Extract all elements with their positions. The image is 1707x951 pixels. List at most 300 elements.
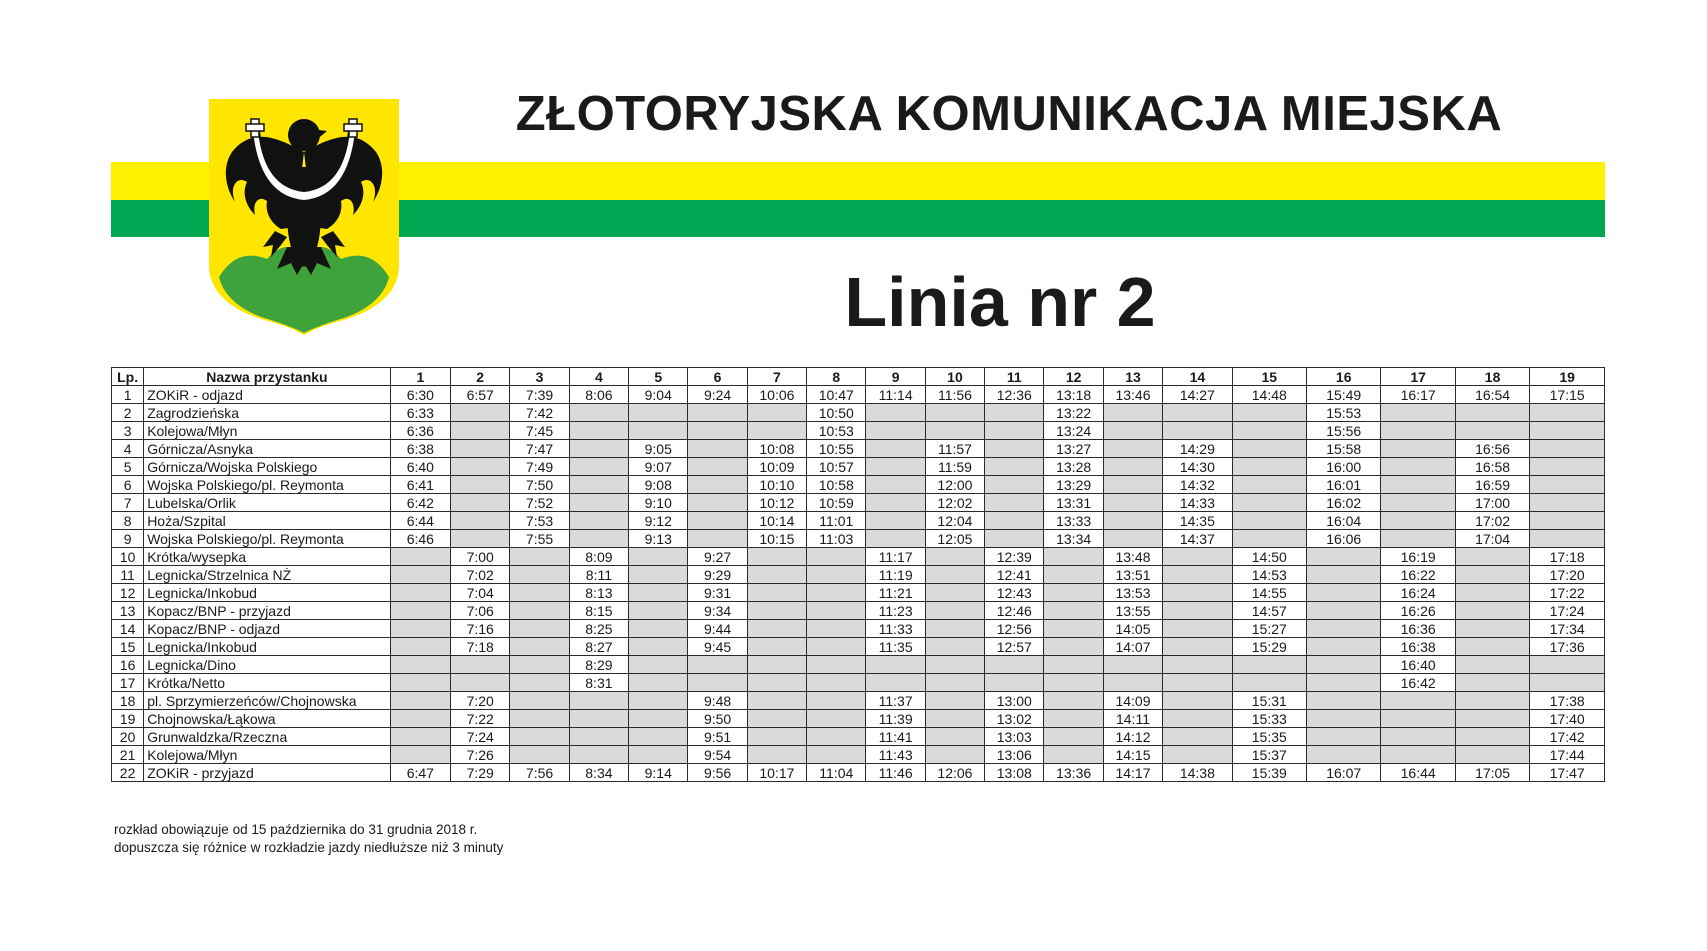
empty-time-cell [1163, 620, 1232, 638]
stop-name: Kopacz/BNP - odjazd [144, 620, 390, 638]
stop-name: ZOKiR - odjazd [144, 386, 390, 404]
empty-time-cell [1103, 512, 1162, 530]
departure-time: 10:58 [807, 476, 866, 494]
empty-time-cell [510, 602, 569, 620]
empty-time-cell [1530, 512, 1605, 530]
empty-time-cell [1381, 530, 1455, 548]
departure-time: 11:35 [866, 638, 925, 656]
empty-time-cell [629, 404, 688, 422]
departure-time: 13:08 [985, 764, 1044, 782]
row-number: 16 [112, 656, 144, 674]
departure-time: 17:00 [1455, 494, 1529, 512]
departure-time: 8:11 [569, 566, 628, 584]
departure-time: 8:09 [569, 548, 628, 566]
departure-time: 14:53 [1232, 566, 1306, 584]
empty-time-cell [451, 656, 510, 674]
header-course-13: 13 [1103, 368, 1162, 386]
empty-time-cell [1232, 476, 1306, 494]
empty-time-cell [1530, 404, 1605, 422]
empty-time-cell [1455, 422, 1529, 440]
departure-time: 17:38 [1530, 692, 1605, 710]
empty-time-cell [747, 584, 806, 602]
empty-time-cell [1381, 404, 1455, 422]
departure-time: 7:42 [510, 404, 569, 422]
stop-name: ZOKiR - przyjazd [144, 764, 390, 782]
empty-time-cell [866, 440, 925, 458]
departure-time: 13:18 [1044, 386, 1103, 404]
row-number: 1 [112, 386, 144, 404]
departure-time: 14:27 [1163, 386, 1232, 404]
departure-time: 8:06 [569, 386, 628, 404]
departure-time: 14:11 [1103, 710, 1162, 728]
empty-time-cell [390, 746, 450, 764]
empty-time-cell [807, 584, 866, 602]
empty-time-cell [1455, 620, 1529, 638]
stop-name: Zagrodzieńska [144, 404, 390, 422]
departure-time: 6:57 [451, 386, 510, 404]
empty-time-cell [1103, 476, 1162, 494]
empty-time-cell [1381, 476, 1455, 494]
empty-time-cell [1232, 440, 1306, 458]
departure-time: 17:40 [1530, 710, 1605, 728]
departure-time: 11:03 [807, 530, 866, 548]
empty-time-cell [629, 638, 688, 656]
empty-time-cell [569, 710, 628, 728]
departure-time: 16:24 [1381, 584, 1455, 602]
departure-time: 9:08 [629, 476, 688, 494]
table-row [112, 530, 1605, 548]
empty-time-cell [1455, 602, 1529, 620]
empty-time-cell [1163, 746, 1232, 764]
empty-time-cell [510, 656, 569, 674]
empty-time-cell [390, 620, 450, 638]
departure-time: 7:55 [510, 530, 569, 548]
company-title: ZŁOTORYJSKA KOMUNIKACJA MIEJSKA [515, 87, 1503, 141]
empty-time-cell [1044, 548, 1103, 566]
empty-time-cell [390, 638, 450, 656]
stop-name: Kopacz/BNP - przyjazd [144, 602, 390, 620]
empty-time-cell [390, 692, 450, 710]
departure-time: 9:56 [688, 764, 747, 782]
header-lp: Lp. [112, 368, 144, 386]
stop-name: Górnicza/Asnyka [144, 440, 390, 458]
stop-name: Hoża/Szpital [144, 512, 390, 530]
empty-time-cell [451, 530, 510, 548]
empty-time-cell [1530, 494, 1605, 512]
departure-time: 14:32 [1163, 476, 1232, 494]
departure-time: 7:02 [451, 566, 510, 584]
departure-time: 17:05 [1455, 764, 1529, 782]
empty-time-cell [510, 674, 569, 692]
departure-time: 14:37 [1163, 530, 1232, 548]
empty-time-cell [629, 710, 688, 728]
departure-time: 10:53 [807, 422, 866, 440]
empty-time-cell [1530, 530, 1605, 548]
empty-time-cell [747, 692, 806, 710]
header-course-9: 9 [866, 368, 925, 386]
departure-time: 16:22 [1381, 566, 1455, 584]
empty-time-cell [629, 728, 688, 746]
empty-time-cell [1232, 512, 1306, 530]
empty-time-cell [1163, 602, 1232, 620]
empty-time-cell [1044, 584, 1103, 602]
stop-name: Legnicka/Strzelnica NŻ [144, 566, 390, 584]
departure-time: 15:53 [1307, 404, 1381, 422]
empty-time-cell [807, 620, 866, 638]
departure-time: 13:27 [1044, 440, 1103, 458]
empty-time-cell [688, 656, 747, 674]
empty-time-cell [1455, 692, 1529, 710]
empty-time-cell [747, 404, 806, 422]
departure-time: 9:50 [688, 710, 747, 728]
empty-time-cell [629, 584, 688, 602]
empty-time-cell [1455, 674, 1529, 692]
empty-time-cell [390, 656, 450, 674]
empty-time-cell [1530, 674, 1605, 692]
table-row [112, 710, 1605, 728]
departure-time: 10:09 [747, 458, 806, 476]
empty-time-cell [629, 674, 688, 692]
empty-time-cell [1163, 728, 1232, 746]
empty-time-cell [1163, 674, 1232, 692]
header-course-14: 14 [1163, 368, 1232, 386]
departure-time: 11:17 [866, 548, 925, 566]
departure-time: 6:40 [390, 458, 450, 476]
departure-time: 16:56 [1455, 440, 1529, 458]
departure-time: 12:46 [985, 602, 1044, 620]
departure-time: 17:47 [1530, 764, 1605, 782]
empty-time-cell [747, 728, 806, 746]
table-row [112, 764, 1605, 782]
departure-time: 9:13 [629, 530, 688, 548]
empty-time-cell [1044, 656, 1103, 674]
empty-time-cell [925, 656, 984, 674]
departure-time: 6:41 [390, 476, 450, 494]
empty-time-cell [1044, 602, 1103, 620]
departure-time: 11:56 [925, 386, 984, 404]
empty-time-cell [985, 458, 1044, 476]
row-number: 9 [112, 530, 144, 548]
empty-time-cell [1455, 566, 1529, 584]
departure-time: 7:45 [510, 422, 569, 440]
departure-time: 16:44 [1381, 764, 1455, 782]
stop-name: Krótka/Netto [144, 674, 390, 692]
table-row [112, 422, 1605, 440]
departure-time: 7:26 [451, 746, 510, 764]
departure-time: 15:58 [1307, 440, 1381, 458]
row-number: 12 [112, 584, 144, 602]
empty-time-cell [1103, 674, 1162, 692]
departure-time: 8:13 [569, 584, 628, 602]
departure-time: 16:59 [1455, 476, 1529, 494]
empty-time-cell [747, 746, 806, 764]
empty-time-cell [866, 458, 925, 476]
departure-time: 9:31 [688, 584, 747, 602]
departure-time: 8:15 [569, 602, 628, 620]
departure-time: 9:29 [688, 566, 747, 584]
row-number: 2 [112, 404, 144, 422]
departure-time: 7:52 [510, 494, 569, 512]
empty-time-cell [688, 440, 747, 458]
empty-time-cell [629, 746, 688, 764]
empty-time-cell [1455, 404, 1529, 422]
empty-time-cell [747, 620, 806, 638]
empty-time-cell [451, 440, 510, 458]
empty-time-cell [1103, 404, 1162, 422]
empty-time-cell [807, 548, 866, 566]
departure-time: 14:12 [1103, 728, 1162, 746]
departure-time: 15:49 [1307, 386, 1381, 404]
empty-time-cell [1455, 638, 1529, 656]
departure-time: 12:04 [925, 512, 984, 530]
empty-time-cell [985, 476, 1044, 494]
empty-time-cell [390, 548, 450, 566]
empty-time-cell [807, 656, 866, 674]
departure-time: 11:41 [866, 728, 925, 746]
departure-time: 11:46 [866, 764, 925, 782]
departure-time: 12:02 [925, 494, 984, 512]
departure-time: 15:33 [1232, 710, 1306, 728]
departure-time: 11:04 [807, 764, 866, 782]
empty-time-cell [390, 566, 450, 584]
departure-time: 7:06 [451, 602, 510, 620]
empty-time-cell [925, 674, 984, 692]
departure-time: 8:27 [569, 638, 628, 656]
empty-time-cell [569, 692, 628, 710]
empty-time-cell [1307, 674, 1381, 692]
empty-time-cell [1044, 692, 1103, 710]
departure-time: 10:10 [747, 476, 806, 494]
departure-time: 13:48 [1103, 548, 1162, 566]
table-row [112, 440, 1605, 458]
departure-time: 13:31 [1044, 494, 1103, 512]
departure-time: 6:36 [390, 422, 450, 440]
header-course-2: 2 [451, 368, 510, 386]
departure-time: 6:46 [390, 530, 450, 548]
empty-time-cell [1307, 746, 1381, 764]
empty-time-cell [451, 476, 510, 494]
empty-time-cell [1307, 566, 1381, 584]
row-number: 14 [112, 620, 144, 638]
departure-time: 12:41 [985, 566, 1044, 584]
departure-time: 14:30 [1163, 458, 1232, 476]
departure-time: 13:29 [1044, 476, 1103, 494]
empty-time-cell [1455, 746, 1529, 764]
empty-time-cell [1307, 656, 1381, 674]
departure-time: 16:00 [1307, 458, 1381, 476]
stop-name: Wojska Polskiego/pl. Reymonta [144, 530, 390, 548]
departure-time: 11:21 [866, 584, 925, 602]
empty-time-cell [1307, 710, 1381, 728]
departure-time: 6:42 [390, 494, 450, 512]
departure-time: 11:01 [807, 512, 866, 530]
departure-time: 10:12 [747, 494, 806, 512]
departure-time: 14:50 [1232, 548, 1306, 566]
stop-name: Górnicza/Wojska Polskiego [144, 458, 390, 476]
empty-time-cell [629, 566, 688, 584]
empty-time-cell [569, 476, 628, 494]
empty-time-cell [866, 404, 925, 422]
stop-name: Grunwaldzka/Rzeczna [144, 728, 390, 746]
header-stop-name: Nazwa przystanku [144, 368, 390, 386]
empty-time-cell [747, 710, 806, 728]
departure-time: 9:34 [688, 602, 747, 620]
header-course-1: 1 [390, 368, 450, 386]
stop-name: Legnicka/Inkobud [144, 584, 390, 602]
empty-time-cell [866, 422, 925, 440]
header-course-11: 11 [985, 368, 1044, 386]
departure-time: 10:15 [747, 530, 806, 548]
departure-time: 9:54 [688, 746, 747, 764]
stop-name: Legnicka/Dino [144, 656, 390, 674]
timetable [111, 367, 1605, 782]
departure-time: 12:57 [985, 638, 1044, 656]
empty-time-cell [1163, 710, 1232, 728]
empty-time-cell [985, 440, 1044, 458]
empty-time-cell [1381, 422, 1455, 440]
empty-time-cell [688, 530, 747, 548]
empty-time-cell [1163, 404, 1232, 422]
stop-name: Kolejowa/Młyn [144, 422, 390, 440]
departure-time: 17:44 [1530, 746, 1605, 764]
departure-time: 8:29 [569, 656, 628, 674]
empty-time-cell [1044, 710, 1103, 728]
empty-time-cell [688, 674, 747, 692]
departure-time: 11:43 [866, 746, 925, 764]
departure-time: 7:18 [451, 638, 510, 656]
departure-time: 14:57 [1232, 602, 1306, 620]
departure-time: 15:39 [1232, 764, 1306, 782]
empty-time-cell [807, 710, 866, 728]
empty-time-cell [1307, 728, 1381, 746]
departure-time: 13:22 [1044, 404, 1103, 422]
departure-time: 13:24 [1044, 422, 1103, 440]
departure-time: 7:53 [510, 512, 569, 530]
departure-time: 10:50 [807, 404, 866, 422]
header-course-16: 16 [1307, 368, 1381, 386]
empty-time-cell [569, 458, 628, 476]
empty-time-cell [925, 584, 984, 602]
empty-time-cell [1103, 422, 1162, 440]
empty-time-cell [1232, 494, 1306, 512]
stop-name: Lubelska/Orlik [144, 494, 390, 512]
departure-time: 12:39 [985, 548, 1044, 566]
departure-time: 11:39 [866, 710, 925, 728]
empty-time-cell [1103, 656, 1162, 674]
empty-time-cell [1232, 422, 1306, 440]
empty-time-cell [925, 728, 984, 746]
departure-time: 10:47 [807, 386, 866, 404]
table-row [112, 728, 1605, 746]
stop-name: Chojnowska/Łąkowa [144, 710, 390, 728]
empty-time-cell [390, 602, 450, 620]
departure-time: 12:56 [985, 620, 1044, 638]
empty-time-cell [1044, 620, 1103, 638]
departure-time: 17:24 [1530, 602, 1605, 620]
empty-time-cell [569, 404, 628, 422]
departure-time: 13:28 [1044, 458, 1103, 476]
empty-time-cell [688, 476, 747, 494]
departure-time: 15:27 [1232, 620, 1306, 638]
departure-time: 17:02 [1455, 512, 1529, 530]
empty-time-cell [1307, 584, 1381, 602]
empty-time-cell [747, 422, 806, 440]
empty-time-cell [1381, 746, 1455, 764]
row-number: 19 [112, 710, 144, 728]
departure-time: 7:16 [451, 620, 510, 638]
empty-time-cell [569, 728, 628, 746]
departure-time: 11:14 [866, 386, 925, 404]
empty-time-cell [925, 602, 984, 620]
empty-time-cell [747, 602, 806, 620]
departure-time: 7:50 [510, 476, 569, 494]
departure-time: 9:07 [629, 458, 688, 476]
table-row [112, 638, 1605, 656]
table-row [112, 476, 1605, 494]
empty-time-cell [1163, 584, 1232, 602]
departure-time: 16:04 [1307, 512, 1381, 530]
empty-time-cell [569, 746, 628, 764]
departure-time: 11:37 [866, 692, 925, 710]
departure-time: 9:24 [688, 386, 747, 404]
empty-time-cell [629, 656, 688, 674]
departure-time: 16:40 [1381, 656, 1455, 674]
departure-time: 11:23 [866, 602, 925, 620]
empty-time-cell [747, 638, 806, 656]
empty-time-cell [807, 638, 866, 656]
stop-name: Krótka/wysepka [144, 548, 390, 566]
empty-time-cell [390, 674, 450, 692]
departure-time: 15:31 [1232, 692, 1306, 710]
departure-time: 16:06 [1307, 530, 1381, 548]
row-number: 4 [112, 440, 144, 458]
departure-time: 15:35 [1232, 728, 1306, 746]
empty-time-cell [1307, 548, 1381, 566]
empty-time-cell [925, 404, 984, 422]
departure-time: 14:48 [1232, 386, 1306, 404]
table-row [112, 566, 1605, 584]
departure-time: 10:57 [807, 458, 866, 476]
header-course-8: 8 [807, 368, 866, 386]
empty-time-cell [925, 620, 984, 638]
empty-time-cell [510, 584, 569, 602]
empty-time-cell [688, 404, 747, 422]
empty-time-cell [510, 746, 569, 764]
departure-time: 14:17 [1103, 764, 1162, 782]
empty-time-cell [451, 404, 510, 422]
departure-time: 16:38 [1381, 638, 1455, 656]
empty-time-cell [510, 728, 569, 746]
row-number: 22 [112, 764, 144, 782]
empty-time-cell [747, 674, 806, 692]
departure-time: 13:53 [1103, 584, 1162, 602]
empty-time-cell [1455, 548, 1529, 566]
departure-time: 13:34 [1044, 530, 1103, 548]
departure-time: 10:59 [807, 494, 866, 512]
empty-time-cell [807, 746, 866, 764]
departure-time: 14:07 [1103, 638, 1162, 656]
empty-time-cell [1103, 494, 1162, 512]
empty-time-cell [629, 548, 688, 566]
departure-time: 8:34 [569, 764, 628, 782]
stop-name: Legnicka/Inkobud [144, 638, 390, 656]
empty-time-cell [569, 494, 628, 512]
empty-time-cell [925, 692, 984, 710]
table-row [112, 584, 1605, 602]
timetable-header-row [112, 368, 1605, 386]
departure-time: 7:22 [451, 710, 510, 728]
departure-time: 17:36 [1530, 638, 1605, 656]
